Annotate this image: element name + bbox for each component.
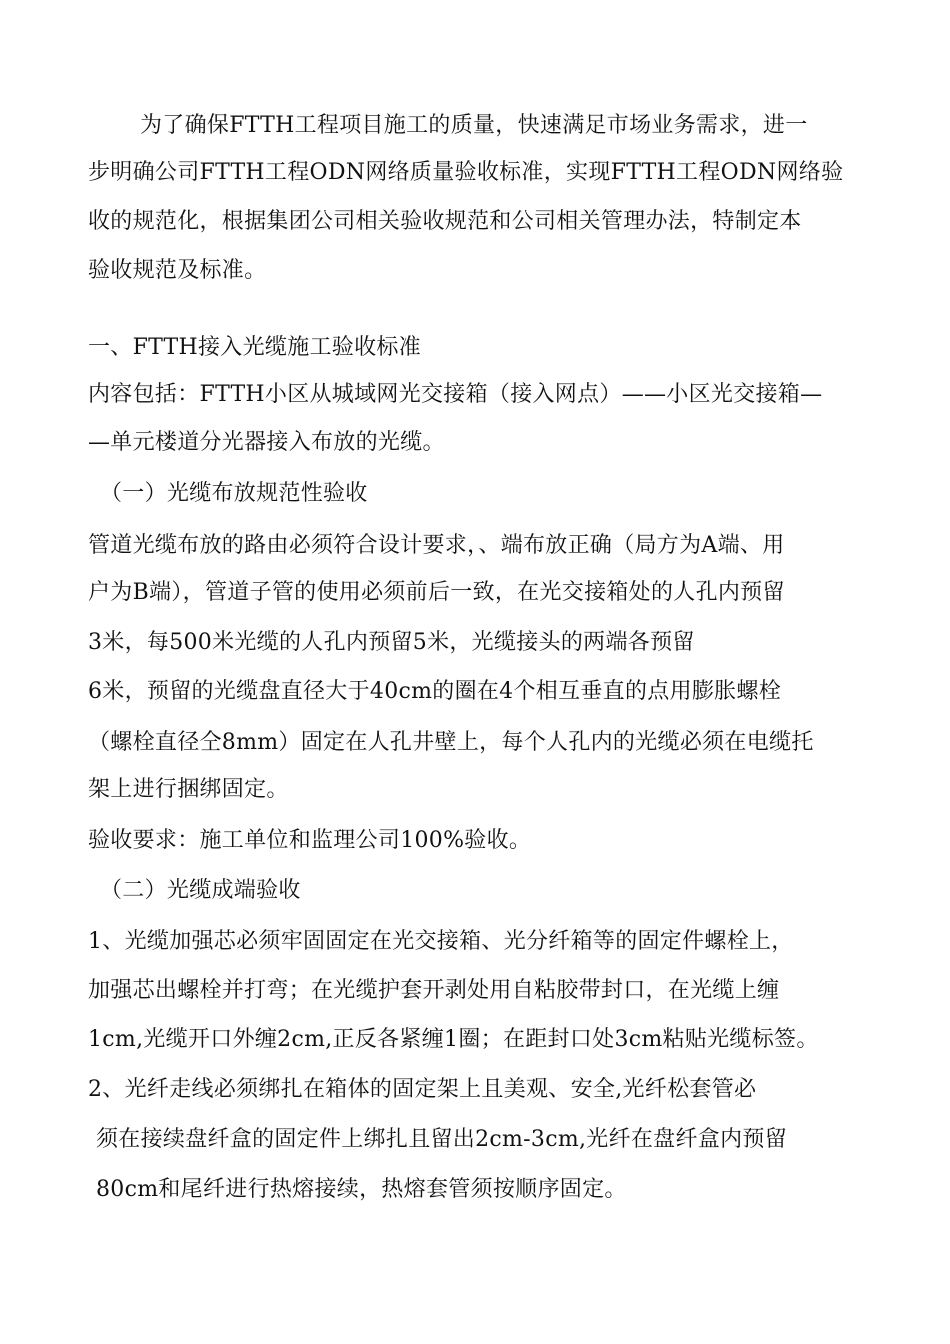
body-line: 户为B端），管道子管的使用必须前后一致，在光交接箱处的人孔内预留 [88,580,785,605]
body-line: 6米，预留的光缆盘直径大于40cm的圈在4个相互垂直的点用膨胀螺栓 [88,679,782,704]
section-heading: 一、FTTH接入光缆施工验收标准 [88,335,422,360]
subsection-heading: （二）光缆成端验收 [100,878,301,903]
list-item-line: 2、光纤走线必须绑扎在箱体的固定架上且美观、安全,光纤松套管必 [88,1077,757,1102]
requirement-line: 验收要求：施工单位和监理公司100%验收。 [88,828,532,853]
body-line: 架上进行捆绑固定。 [88,777,289,802]
intro-line: 为了确保FTTH工程项目施工的质量，快速满足市场业务需求，进一 [140,113,808,138]
subsection-heading: （一）光缆布放规范性验收 [100,481,368,506]
body-line: 3米，每500米光缆的人孔内预留5米，光缆接头的两端各预留 [88,630,695,655]
list-item-line: 1cm,光缆开口外缠2cm,正反各紧缠1圈；在距封口处3cm粘贴光缆标签。 [88,1027,819,1052]
section-content-line: 内容包括：FTTH小区从城域网光交接箱（接入网点）——小区光交接箱— [88,382,823,407]
section-content-line: —单元楼道分光器接入布放的光缆。 [88,430,445,455]
intro-line: 验收规范及标准。 [88,258,267,283]
list-item-line: 80cm和尾纤进行热熔接续，热熔套管须按顺序固定。 [96,1177,627,1202]
list-item-line: 须在接续盘纤盒的固定件上绑扎且留出2cm-3cm,光纤在盘纤盒内预留 [96,1127,787,1152]
list-item-line: 1、光缆加强芯必须牢固固定在光交接箱、光分纤箱等的固定件螺栓上， [88,929,794,954]
intro-line: 收的规范化，根据集团公司相关验收规范和公司相关管理办法，特制定本 [88,209,802,234]
list-item-line: 加强芯出螺栓并打弯；在光缆护套开剥处用自粘胶带封口，在光缆上缠 [88,978,780,1003]
body-line: （螺栓直径仝8mm）固定在人孔井壁上，每个人孔内的光缆必须在电缆托 [88,730,814,755]
body-line: 管道光缆布放的路由必须符合设计要求，、端布放正确（局方为A端、用 [88,533,785,558]
intro-line: 步明确公司FTTH工程ODN网络质量验收标准，实现FTTH工程ODN网络验 [88,160,844,185]
